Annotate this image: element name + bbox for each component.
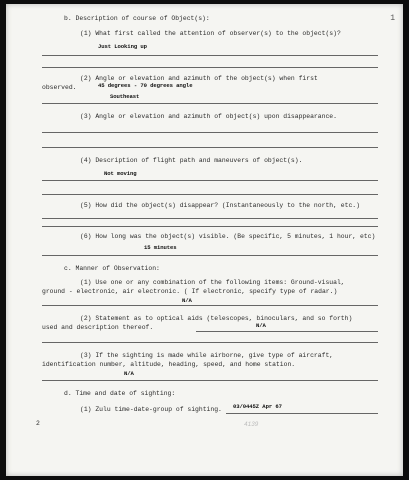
d1-question: (1) Zulu time-date-group of sighting. — [80, 406, 222, 413]
answer-line — [42, 255, 378, 256]
b1-answer: Just Looking up — [98, 43, 147, 50]
answer-line — [42, 67, 378, 68]
b2-answer-angle: 45 degrees - 70 degrees angle — [98, 82, 193, 89]
c3-question-line2: identification number, altitude, heading, speed, and home station. — [42, 361, 296, 368]
b2-answer-azimuth: Southeast — [110, 93, 140, 100]
answer-line — [42, 132, 378, 133]
answer-line — [42, 226, 378, 227]
stamp-number: 4139 — [244, 421, 259, 428]
answer-line — [226, 413, 378, 414]
answer-line — [42, 194, 378, 195]
b5-question: (5) How did the object(s) disappear? (Instantaneously to the north, etc.) — [80, 202, 360, 209]
answer-line — [42, 55, 378, 56]
c2-question-line2: used and description thereof. — [42, 324, 154, 331]
corner-mark: 1 — [390, 14, 395, 23]
d1-answer: 03/0445Z Apr 67 — [233, 403, 282, 410]
b4-question: (4) Description of flight path and maneuvers of object(s). — [80, 157, 303, 164]
c3-answer: N/A — [124, 370, 134, 377]
c1-question-line2: ground - electronic, air electronic. ( If electronic, specify type of radar.) — [42, 288, 338, 295]
section-b-heading: b. Description of course of Object(s): — [64, 15, 210, 22]
answer-line — [42, 147, 378, 148]
answer-line — [42, 218, 378, 219]
c1-question-line1: (1) Use one or any combination of the following items: Ground-visual, — [80, 279, 345, 286]
b6-answer: 15 minutes — [144, 244, 177, 251]
answer-line — [42, 180, 378, 181]
section-d-heading: d. Time and date of sighting: — [64, 390, 176, 397]
page-number: 2 — [36, 420, 40, 427]
document-page — [6, 4, 403, 476]
answer-line — [196, 331, 378, 332]
c1-answer: N/A — [182, 297, 192, 304]
b3-question: (3) Angle or elevation and azimuth of object(s) upon disappearance. — [80, 113, 337, 120]
answer-line — [42, 342, 378, 343]
answer-line — [42, 103, 378, 104]
section-c-heading: c. Manner of Observation: — [64, 265, 160, 272]
b2-question-cont: observed. — [42, 84, 77, 91]
answer-line — [42, 380, 378, 381]
b6-question: (6) How long was the object(s) visible. (Be specific, 5 minutes, 1 hour, etc) — [80, 233, 376, 240]
c2-question-line1: (2) Statement as to optical aids (telescopes, binoculars, and so forth) — [80, 315, 353, 322]
b1-question: (1) What first called the attention of observer(s) to the object(s)? — [80, 30, 341, 37]
c3-question-line1: (3) If the sighting is made while airborne, give type of aircraft, — [80, 352, 334, 359]
b4-answer: Not moving — [104, 170, 137, 177]
answer-line — [42, 305, 378, 306]
c2-answer: N/A — [256, 322, 266, 329]
b2-question: (2) Angle or elevation and azimuth of the object(s) when first — [80, 75, 318, 82]
